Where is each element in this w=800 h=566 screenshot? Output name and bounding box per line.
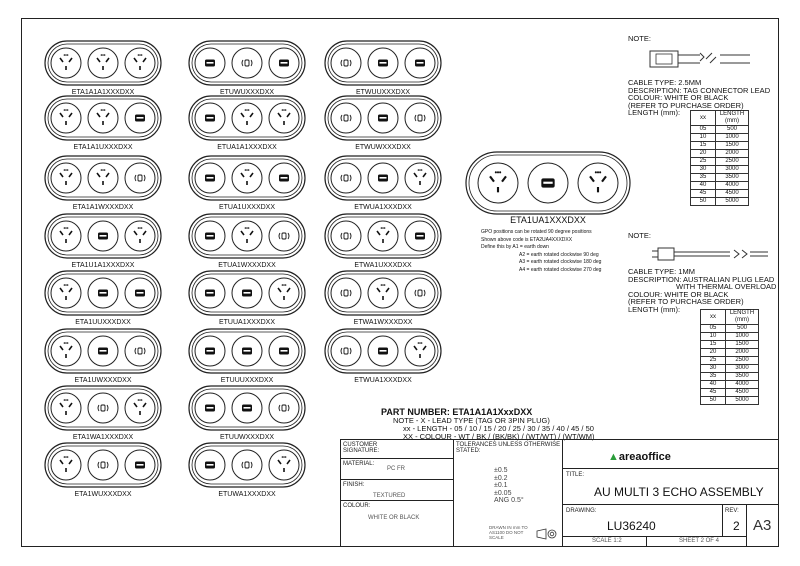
feature-notes (481, 229, 601, 274)
drawing-cell (562, 504, 723, 537)
length-bottom-cell: 3500 (726, 373, 759, 381)
usb-port-icon (205, 175, 215, 182)
socket-face (368, 278, 398, 308)
socket-face (51, 48, 81, 78)
unit-label: ETUUUXXXDXX (220, 377, 274, 384)
unit-label: ETA1A1UXXXDXX (73, 144, 133, 151)
length-top-cell: 5000 (716, 198, 749, 206)
unit-label: ETA1UA1XXXDXX (510, 215, 586, 225)
length-top-cell: 25 (691, 158, 716, 166)
length-bottom-row (701, 357, 759, 365)
length-top-cell: 45 (691, 190, 716, 198)
length-top-cell: 15 (691, 142, 716, 150)
usb-port-icon (135, 115, 145, 122)
feature-note-0: GPO positions can be rotated 90 degree positions (481, 229, 592, 235)
socket-face (331, 221, 361, 251)
length-bottom-cell: 25 (701, 357, 726, 365)
usb-port-icon (205, 348, 215, 355)
length-table-bottom (700, 309, 759, 405)
assembly-unit (45, 214, 161, 269)
feature-note-5: A4 = earth rotated clockwise 270 deg (519, 266, 602, 273)
note-bottom-lines (628, 268, 776, 313)
projection-symbol-icon (536, 528, 558, 540)
socket-face (125, 48, 155, 78)
socket-face (331, 48, 361, 78)
usb-port-icon (279, 348, 289, 355)
length-bottom-cell: 05 (701, 325, 726, 333)
socket-face (232, 450, 262, 480)
length-bottom-cell: 10 (701, 333, 726, 341)
plug-lead-icon (650, 240, 770, 270)
length-bottom-header-0: xx (701, 310, 726, 325)
length-top-row (691, 190, 749, 198)
usb-port-icon (279, 60, 289, 67)
unit-label: ETUUWXXXDXX (219, 434, 275, 441)
note-bottom-line-4: (REFER TO PURCHASE ORDER) (628, 297, 744, 306)
colour-label: COLOUR: (343, 503, 371, 509)
assembly-unit (325, 271, 441, 326)
socket-face (232, 163, 262, 193)
note-bottom-line-1: DESCRIPTION: AUSTRALIAN PLUG LEAD (628, 274, 775, 284)
material-label: MATERIAL: (343, 461, 375, 467)
length-top-row (691, 158, 749, 166)
tolerance-0: ±0.5 (494, 467, 508, 474)
length-bottom-cell: 40 (701, 381, 726, 389)
length-top-cell: 1500 (716, 142, 749, 150)
usb-port-icon (415, 233, 425, 240)
length-top-header-row (691, 111, 749, 126)
usb-port-icon (378, 60, 388, 67)
unit-label: ETA1UWXXXDXX (74, 377, 132, 384)
size-cell (746, 504, 779, 547)
usb-port-icon (242, 290, 252, 297)
length-top-row (691, 142, 749, 150)
part-number-block (381, 407, 595, 441)
usb-port-icon (98, 290, 108, 297)
socket-face (51, 221, 81, 251)
assembly-unit (325, 41, 441, 96)
length-top-header-1: LENGTH (mm) (716, 111, 749, 126)
usb-port-icon (378, 115, 388, 122)
length-bottom-row (701, 333, 759, 341)
usb-port-icon (541, 178, 554, 187)
tolerance-2: ±0.1 (494, 482, 508, 489)
usb-port-icon (205, 290, 215, 297)
socket-face (88, 450, 118, 480)
rev-label: REV: (725, 508, 739, 514)
socket-face (232, 103, 262, 133)
part-number-title: PART NUMBER: ETA1A1A1XxxDXX (381, 407, 533, 417)
unit-label: ETWA1UXXXDXX (354, 262, 412, 269)
drawing-label: DRAWING: (566, 508, 597, 514)
rev-value: 2 (733, 519, 740, 533)
unit-label: ETA1A1WXXXDXX (72, 204, 134, 211)
length-top-cell: 10 (691, 134, 716, 142)
length-bottom-cell: 4500 (726, 389, 759, 397)
unit-label: ETUA1A1XXXDXX (217, 144, 277, 151)
length-top-cell: 3000 (716, 166, 749, 174)
length-top-cell: 50 (691, 198, 716, 206)
socket-face (405, 103, 435, 133)
feature-note-1: Shown above code is ETA2UA4XXXDXX (481, 236, 573, 243)
usb-port-icon (279, 175, 289, 182)
length-top-cell: 05 (691, 126, 716, 134)
socket-face (88, 393, 118, 423)
length-bottom-row (701, 325, 759, 333)
assembly-unit (325, 214, 441, 269)
socket-face (88, 48, 118, 78)
socket-face (331, 163, 361, 193)
length-bottom-row (701, 397, 759, 405)
unit-label: ETUA1WXXXDXX (218, 262, 276, 269)
usb-port-icon (98, 348, 108, 355)
socket-face (88, 103, 118, 133)
socket-face (405, 163, 435, 193)
note-top-line-3: (REFER TO PURCHASE ORDER) (628, 100, 744, 110)
assembly-unit (189, 41, 305, 96)
note-top-line-0: CABLE TYPE: 2.5MM (628, 78, 702, 87)
length-top-cell: 4500 (716, 190, 749, 198)
socket-face (232, 48, 262, 78)
assembly-unit (45, 271, 161, 326)
socket-face (331, 278, 361, 308)
length-top-row (691, 174, 749, 182)
finish-cell (340, 479, 454, 501)
tolerance-3: ±0.05 (494, 489, 512, 497)
feature-note-2: Define this by A1 = earth down (481, 244, 549, 250)
socket-face (51, 393, 81, 423)
note-bottom-line-5: LENGTH (mm): (628, 304, 681, 314)
length-bottom-cell: 50 (701, 397, 726, 405)
socket-face (578, 163, 618, 203)
brand-name: areaoffice (618, 451, 671, 463)
assembly-unit (189, 443, 305, 498)
usb-port-icon (135, 462, 145, 469)
length-top-cell: 40 (691, 182, 716, 190)
assembly-unit (45, 41, 161, 96)
unit-label: ETA1WUXXXDXX (74, 491, 132, 498)
tolerance-1: ±0.2 (494, 474, 508, 482)
assembly-unit (189, 96, 305, 151)
length-bottom-cell: 3000 (726, 365, 759, 373)
note-top-line-2: COLOUR: WHITE OR BLACK (628, 93, 729, 102)
length-top-row (691, 198, 749, 206)
length-top-cell: 500 (716, 126, 749, 134)
tolerance-4: ANG 0.5° (494, 497, 524, 504)
usb-port-icon (205, 60, 215, 67)
length-top-row (691, 134, 749, 142)
assembly-unit (45, 96, 161, 151)
length-bottom-cell: 500 (726, 325, 759, 333)
unit-label: ETWUA1XXXDXX (354, 204, 412, 211)
usb-port-icon (242, 405, 252, 412)
length-bottom-cell: 4000 (726, 381, 759, 389)
logo-cell (562, 439, 779, 469)
tag-connector-lead-icon (640, 45, 760, 75)
featured-assembly-unit (466, 152, 630, 225)
socket-face (51, 450, 81, 480)
note-top-line-1: DESCRIPTION: TAG CONNECTOR LEAD (628, 85, 771, 95)
length-bottom-row (701, 341, 759, 349)
note-bottom-line-0: CABLE TYPE: 1MM (628, 267, 695, 276)
unit-label: ETWA1WXXXDXX (353, 319, 413, 326)
drawn-note: DRAWN IN mm TO AS1100 DO NOT SCALE (489, 525, 528, 540)
unit-label: ETUWUXXXDXX (219, 89, 275, 96)
customer-signature-label: CUSTOMER SIGNATURE: (343, 442, 380, 454)
length-bottom-cell: 2500 (726, 357, 759, 365)
length-bottom-row (701, 381, 759, 389)
usb-port-icon (98, 233, 108, 240)
assembly-unit (45, 443, 161, 498)
assembly-unit (45, 329, 161, 384)
drawing-title: AU MULTI 3 ECHO ASSEMBLY (594, 485, 764, 499)
socket-face (269, 450, 299, 480)
socket-face (405, 336, 435, 366)
socket-face (405, 278, 435, 308)
length-bottom-cell: 15 (701, 341, 726, 349)
usb-port-icon (205, 115, 215, 122)
length-bottom-cell: 1500 (726, 341, 759, 349)
length-top-cell: 2500 (716, 158, 749, 166)
usb-port-icon (205, 405, 215, 412)
brand-logo-icon: ▲ (608, 451, 619, 463)
note-bottom-title: NOTE: (628, 231, 651, 240)
length-bottom-cell: 45 (701, 389, 726, 397)
length-top-cell: 35 (691, 174, 716, 182)
unit-label: ETA1UUXXXDXX (75, 319, 131, 326)
colour-cell (340, 500, 454, 547)
scale-cell (562, 536, 647, 547)
length-top-row (691, 182, 749, 190)
note-bottom-line-3: COLOUR: WHITE OR BLACK (628, 289, 729, 299)
assembly-unit (45, 156, 161, 211)
usb-port-icon (205, 233, 215, 240)
length-bottom-cell: 35 (701, 373, 726, 381)
tolerance-list (494, 467, 524, 505)
length-bottom-cell: 5000 (726, 397, 759, 405)
length-top-cell: 30 (691, 166, 716, 174)
length-bottom-cell: 1000 (726, 333, 759, 341)
socket-face (331, 103, 361, 133)
assembly-unit (325, 329, 441, 384)
socket-face (478, 163, 518, 203)
length-bottom-row (701, 365, 759, 373)
unit-label: ETUWA1XXXDXX (218, 491, 276, 498)
socket-face (368, 221, 398, 251)
unit-label: ETA1U1A1XXXDXX (71, 262, 135, 269)
note-top (628, 35, 651, 43)
title-cell (562, 468, 779, 505)
assembly-unit (189, 214, 305, 269)
length-bottom-header-1: LENGTH (mm) (726, 310, 759, 325)
brand-logo (608, 451, 671, 463)
customer-cell (340, 439, 454, 459)
scale-text: SCALE 1:2 (592, 538, 622, 544)
assembly-unit (189, 329, 305, 384)
length-bottom-cell: 30 (701, 365, 726, 373)
drawing-number: LU36240 (607, 519, 656, 533)
socket-face (88, 163, 118, 193)
feature-note-4: A3 = earth rotated clockwise 180 deg (519, 259, 602, 265)
length-top-cell: 2000 (716, 150, 749, 158)
usb-port-icon (415, 60, 425, 67)
sheet-text: SHEET 2 OF 4 (679, 538, 719, 544)
unit-label: ETWUUXXXDXX (355, 89, 411, 96)
unit-label: ETUA1UXXXDXX (218, 204, 276, 211)
feature-note-3: A2 = earth rotated clockwise 90 deg (519, 251, 599, 258)
length-top-cell: 1000 (716, 134, 749, 142)
unit-label: ETWUWXXXDXX (355, 144, 411, 151)
socket-face (269, 103, 299, 133)
assembly-unit (325, 156, 441, 211)
note-bottom-line-2: WITH THERMAL OVERLOAD (676, 282, 777, 291)
length-top-header-0: xx (691, 111, 716, 126)
usb-port-icon (135, 290, 145, 297)
assembly-unit (189, 271, 305, 326)
assembly-unit (189, 156, 305, 211)
socket-face (51, 103, 81, 133)
socket-face (331, 336, 361, 366)
length-top-cell: 20 (691, 150, 716, 158)
usb-port-icon (242, 348, 252, 355)
length-top-row (691, 126, 749, 134)
socket-face (125, 221, 155, 251)
assembly-unit (325, 96, 441, 151)
socket-face (269, 278, 299, 308)
length-bottom-cell: 20 (701, 349, 726, 357)
tolerances-label: TOLERANCES UNLESS OTHERWISE STATED: (456, 442, 561, 454)
material-value: PC FR (387, 466, 405, 472)
rev-cell (722, 504, 747, 537)
length-bottom-row (701, 389, 759, 397)
socket-face (125, 336, 155, 366)
colour-value: WHITE OR BLACK (368, 515, 420, 521)
socket-face (51, 163, 81, 193)
part-number-line-1: xx - LENGTH - 05 / 10 / 15 / 20 / 25 / 30 / 35 / 40 / 45 / 50 (403, 424, 594, 433)
length-bottom-row (701, 349, 759, 357)
finish-label: FINISH: (343, 482, 365, 488)
length-top-cell: 4000 (716, 182, 749, 190)
length-bottom-header-row (701, 310, 759, 325)
title-label: TITLE: (566, 472, 585, 478)
socket-face (51, 278, 81, 308)
note-top-title: NOTE: (628, 34, 651, 43)
usb-port-icon (378, 175, 388, 182)
sheet-size: A3 (753, 517, 772, 534)
unit-label: ETA1WA1XXXDXX (72, 434, 134, 441)
socket-face (269, 393, 299, 423)
socket-face (232, 221, 262, 251)
unit-label: ETWUA1XXXDXX (354, 377, 412, 384)
part-number-line-2: XX - COLOUR - WT / BK / (BK/BK) / (WT/WT) / (WT/WM) (403, 432, 595, 441)
length-bottom-cell: 2000 (726, 349, 759, 357)
length-top-row (691, 150, 749, 158)
length-top-row (691, 166, 749, 174)
assembly-unit (45, 386, 161, 441)
length-bottom-row (701, 373, 759, 381)
usb-port-icon (205, 462, 215, 469)
tolerances-cell (453, 439, 563, 547)
unit-label: ETA1A1A1XXXDXX (71, 89, 135, 96)
sheet-cell (646, 536, 747, 547)
note-bottom (628, 232, 651, 240)
unit-label: ETUUA1XXXDXX (218, 319, 276, 326)
note-top-line-4: LENGTH (mm): (628, 108, 681, 117)
material-cell (340, 458, 454, 480)
usb-port-icon (378, 348, 388, 355)
socket-face (269, 221, 299, 251)
finish-value: TEXTURED (373, 493, 406, 499)
socket-face (51, 336, 81, 366)
length-table-top (690, 110, 749, 206)
length-top-cell: 3500 (716, 174, 749, 182)
socket-face (125, 393, 155, 423)
socket-face (125, 163, 155, 193)
part-number-line-0: NOTE - X - LEAD TYPE (TAG OR 3PIN PLUG) (393, 416, 550, 425)
assembly-unit (189, 386, 305, 441)
